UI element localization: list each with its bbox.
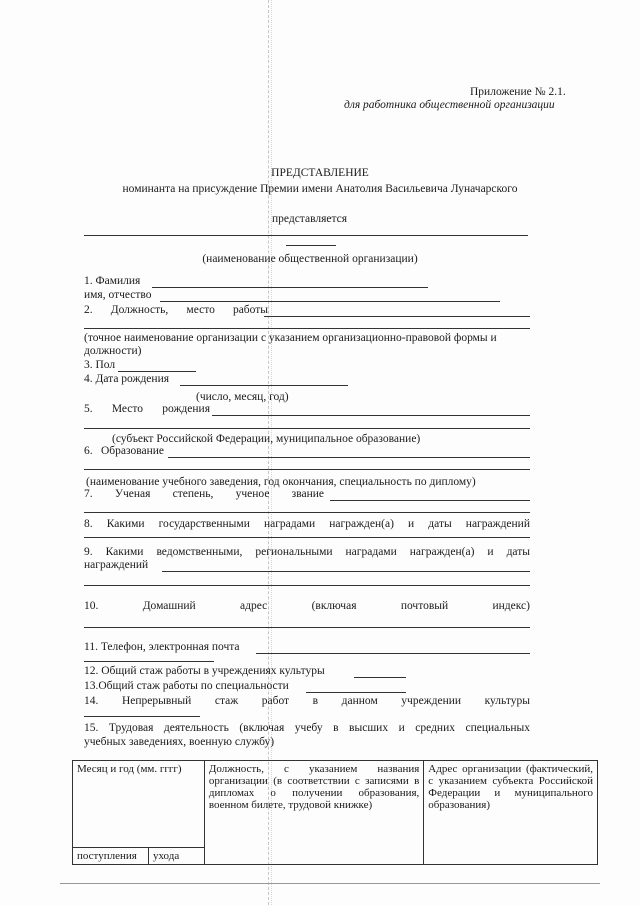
page-bottom-edge (60, 883, 600, 884)
table-header-row (73, 761, 598, 848)
appendix-target: для работника общественной организации (344, 99, 555, 111)
field-degree-line-2 (84, 512, 530, 513)
field-position-line-1 (264, 316, 530, 317)
field-birthdate-label: 4. Дата рождения (84, 373, 170, 385)
field-state-awards-label: 8. Какими государственными наградами награжден(а) и даты награждений (84, 518, 530, 530)
document-title: ПРЕДСТАВЛЕНИЕ (271, 167, 369, 179)
field-birthplace-line-2 (84, 428, 530, 429)
field-position-line-2 (84, 328, 530, 329)
field-education-line-1 (168, 457, 530, 458)
appendix-number: Приложение № 2.1. (470, 86, 566, 98)
document-subtitle: номинанта на присуждение Премии имени Анатолия Васильевича Луначарского (122, 183, 518, 195)
field-specialty-exp-label: 13.Общий стаж работы по специальности (84, 680, 289, 692)
subject-hint: (субъект Российской Федерации, муниципальное образование) (112, 433, 421, 445)
org-line-2 (286, 245, 336, 246)
table-head-address: Адрес организации (фактический, с указанием субъекта Российской Федерации и муниципального образования) (424, 761, 598, 865)
field-phone-line-1 (256, 653, 530, 654)
field-dept-awards-line-2 (84, 585, 530, 586)
table-head-end: ухода (148, 848, 204, 865)
field-state-awards-line (84, 537, 530, 538)
field-home-address-label: 10. Домашний адрес (включая почтовый индекс) (84, 600, 530, 612)
field-specialty-exp-line (306, 692, 406, 693)
table-head-start: поступления (73, 848, 149, 865)
date-hint: (число, месяц, год) (196, 391, 289, 403)
table-head-period: Месяц и год (мм. гггг) (73, 761, 205, 848)
field-birthplace-label: 5. Место рождения (84, 403, 210, 415)
field-dept-awards-label: 9. Какими ведомственными, региональными наградами награжден(а) и даты (84, 546, 530, 558)
field-phone-label: 11. Телефон, электронная почта (84, 641, 240, 653)
field-sex-label: 3. Пол (84, 359, 116, 371)
org-line-1 (84, 235, 528, 236)
presented-label: представляется (272, 213, 348, 225)
field-culture-exp-line (354, 677, 406, 678)
field-education-line-2 (84, 469, 530, 470)
field-work-history-label: 15. Трудовая деятельность (включая учебу в высших и средних специальных (84, 722, 530, 734)
org-exact-hint: (точное наименование организации с указанием организационно-правовой формы и (84, 332, 497, 344)
field-work-history-label-2: учебных заведениях, военную службу) (84, 736, 275, 748)
field-home-address-line (84, 627, 530, 628)
field-degree-label: 7. Ученая степень, ученое звание (84, 488, 324, 500)
field-birthdate-line (180, 385, 348, 386)
field-continuous-exp-label: 14. Непрерывный стаж работ в данном учреждении культуры (84, 695, 530, 707)
field-name-line (160, 301, 500, 302)
field-birthplace-line-1 (212, 415, 530, 416)
field-name-label: имя, отчество (84, 289, 152, 301)
field-dept-awards-label-2: награждений (84, 559, 149, 571)
field-dept-awards-line-1 (162, 571, 530, 572)
education-hint: (наименование учебного заведения, год окончания, специальность по диплому) (86, 476, 476, 488)
field-degree-line-1 (330, 500, 530, 501)
org-name-hint: (наименование общественной организации) (202, 253, 418, 265)
field-surname-line (152, 287, 428, 288)
field-education-label: 6. Образование (84, 445, 164, 457)
org-exact-hint-2: должности) (84, 345, 142, 357)
field-sex-line (118, 371, 196, 372)
field-position-label: 2. Должность, место работы (84, 304, 268, 316)
field-surname-label: 1. Фамилия (84, 275, 141, 287)
table-head-position: Должность, с указанием названия организации (в соответствии с записями в дипломах о получении образования, военном билете, трудовой книжке) (204, 761, 423, 865)
work-history-table (72, 760, 598, 865)
field-phone-line-2 (84, 661, 214, 662)
field-culture-exp-label: 12. Общий стаж работы в учреждениях культуры (84, 665, 325, 677)
field-continuous-exp-line (84, 716, 200, 717)
